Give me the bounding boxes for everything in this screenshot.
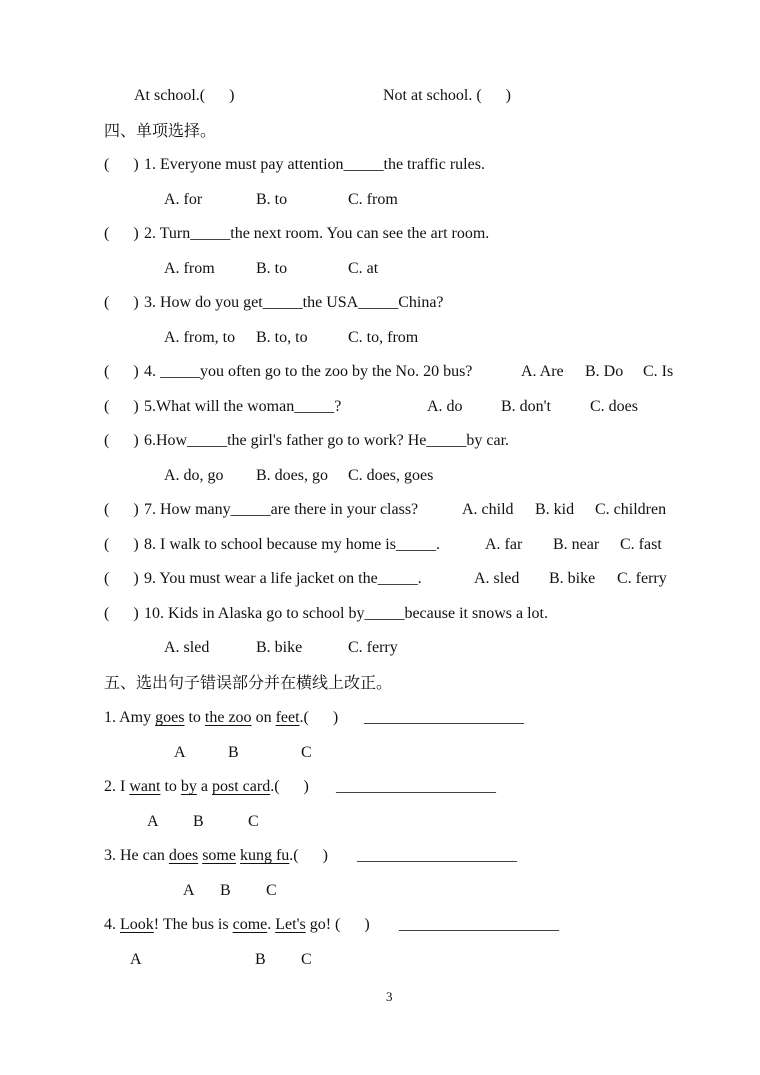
q4-option-c: C. Is xyxy=(643,363,674,380)
s3-part-b: some xyxy=(202,847,236,864)
sentence-4: 4. Look! The bus is come. Let's go! ( ) xyxy=(104,916,370,933)
s2-label-a: A xyxy=(147,813,159,830)
q6-option-b: B. does, go xyxy=(256,467,328,484)
q8-option-c: C. fast xyxy=(620,536,662,553)
s2-part-c: post card xyxy=(212,778,271,795)
s4-label-a: A xyxy=(130,951,142,968)
q9-option-a: A. sled xyxy=(474,570,520,587)
option-not-at-school: Not at school. ( ) xyxy=(383,87,511,104)
question-3: 3. How do you get_____the USA_____China? xyxy=(144,294,444,311)
option-at-school: At school.( ) xyxy=(134,87,235,104)
q5-option-c: C. does xyxy=(590,398,638,415)
s4-part-b: come xyxy=(232,916,268,933)
section5-heading: 五、选出句子错误部分并在横线上改正。 xyxy=(104,673,393,692)
q9-option-c: C. ferry xyxy=(617,570,667,587)
s1-part-c: feet xyxy=(275,709,300,726)
s3-part-c: kung fu xyxy=(239,847,290,864)
s1-part-b: the zoo xyxy=(204,709,252,726)
q9-option-b: B. bike xyxy=(549,570,596,587)
correction-line-3: ____________________ xyxy=(357,847,517,864)
sentence-1: 1. Amy goes to the zoo on feet.( ) xyxy=(104,709,339,726)
q8-option-b: B. near xyxy=(553,536,600,553)
q1-option-a: A. for xyxy=(164,191,203,208)
sentence-2: 2. I want to by a post card.( ) xyxy=(104,778,309,795)
q7-option-c: C. children xyxy=(595,501,667,518)
q8-option-a: A. far xyxy=(485,536,523,553)
sentence-3: 3. He can does some kung fu.( ) xyxy=(104,847,328,864)
s3-label-c: C xyxy=(266,882,277,899)
answer-paren-1: ( ) xyxy=(104,156,139,173)
answer-paren-4: ( ) xyxy=(104,363,139,380)
correction-line-1: ____________________ xyxy=(364,709,524,726)
page-number: 3 xyxy=(386,989,393,1004)
answer-paren-8: ( ) xyxy=(104,536,139,553)
question-2: 2. Turn_____the next room. You can see the art room. xyxy=(144,225,490,242)
question-4: 4. _____you often go to the zoo by the No. 20 bus? xyxy=(144,363,473,380)
s1-label-c: C xyxy=(301,744,312,761)
s2-label-c: C xyxy=(248,813,259,830)
answer-paren-9: ( ) xyxy=(104,570,139,587)
section4-heading: 四、单项选择。 xyxy=(104,121,217,140)
q1-option-c: C. from xyxy=(348,191,398,208)
s4-part-c: Let's xyxy=(275,916,306,933)
q10-option-b: B. bike xyxy=(256,639,303,656)
q5-option-a: A. do xyxy=(427,398,463,415)
correction-line-2: ____________________ xyxy=(336,778,496,795)
question-10: 10. Kids in Alaska go to school by_____because it snows a lot. xyxy=(144,605,548,622)
correction-line-4: ____________________ xyxy=(399,916,559,933)
question-1: 1. Everyone must pay attention_____the traffic rules. xyxy=(144,156,485,173)
answer-paren-10: ( ) xyxy=(104,605,139,622)
q7-option-a: A. child xyxy=(462,501,514,518)
s2-label-b: B xyxy=(193,813,204,830)
q10-option-a: A. sled xyxy=(164,639,210,656)
question-8: 8. I walk to school because my home is_____. xyxy=(144,536,440,553)
s1-part-a: goes xyxy=(155,709,185,726)
s2-part-a: want xyxy=(129,778,161,795)
s4-label-c: C xyxy=(301,951,312,968)
s1-label-b: B xyxy=(228,744,239,761)
q4-option-b: B. Do xyxy=(585,363,624,380)
answer-paren-3: ( ) xyxy=(104,294,139,311)
s3-label-a: A xyxy=(183,882,195,899)
s3-label-b: B xyxy=(220,882,231,899)
q4-option-a: A. Are xyxy=(521,363,564,380)
question-9: 9. You must wear a life jacket on the_____. xyxy=(144,570,422,587)
q2-option-a: A. from xyxy=(164,260,215,277)
q3-option-b: B. to, to xyxy=(256,329,308,346)
question-6: 6.How_____the girl's father go to work? He_____by car. xyxy=(144,432,510,449)
q1-option-b: B. to xyxy=(256,191,288,208)
q6-option-c: C. does, goes xyxy=(348,467,434,484)
q5-option-b: B. don't xyxy=(501,398,551,415)
answer-paren-6: ( ) xyxy=(104,432,139,449)
q2-option-b: B. to xyxy=(256,260,288,277)
q2-option-c: C. at xyxy=(348,260,379,277)
s4-part-a: Look xyxy=(120,916,154,933)
answer-paren-2: ( ) xyxy=(104,225,139,242)
s4-label-b: B xyxy=(255,951,266,968)
s2-part-b: by xyxy=(180,778,197,795)
q3-option-c: C. to, from xyxy=(348,329,419,346)
q7-option-b: B. kid xyxy=(535,501,575,518)
q10-option-c: C. ferry xyxy=(348,639,398,656)
question-5: 5.What will the woman_____? xyxy=(144,398,342,415)
q6-option-a: A. do, go xyxy=(164,467,224,484)
s3-part-a: does xyxy=(168,847,199,864)
answer-paren-7: ( ) xyxy=(104,501,139,518)
s1-label-a: A xyxy=(174,744,186,761)
q3-option-a: A. from, to xyxy=(164,329,236,346)
answer-paren-5: ( ) xyxy=(104,398,139,415)
question-7: 7. How many_____are there in your class? xyxy=(144,501,419,518)
